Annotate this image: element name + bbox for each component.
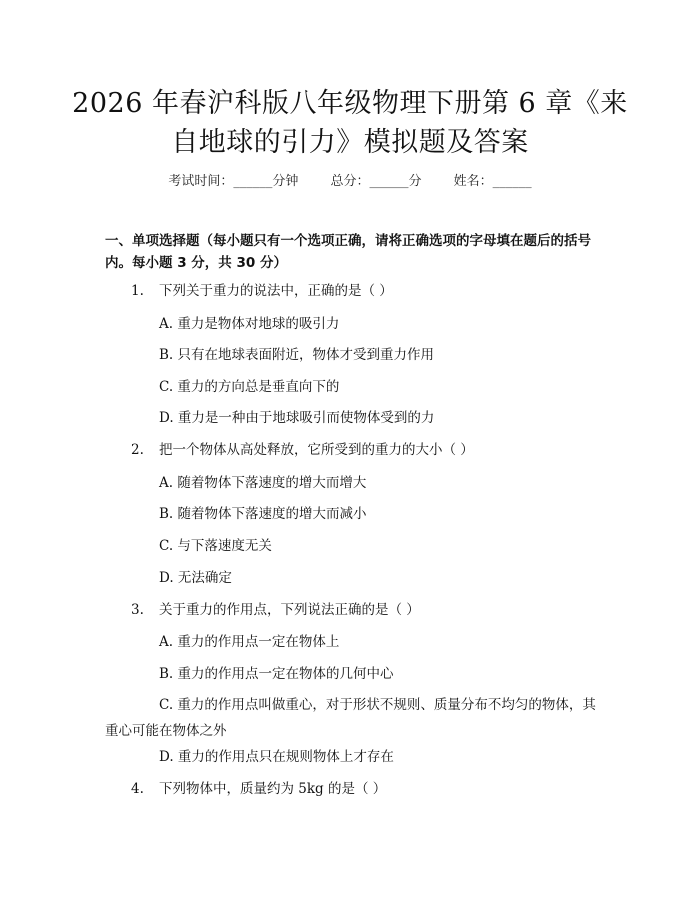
question-1 [131, 281, 393, 301]
option-1a: A. 重力是物体对地球的吸引力 [159, 316, 340, 332]
option-2a: A. 随着物体下落速度的增大而增大 [159, 475, 367, 491]
option-1b: B. 只有在地球表面附近，物体才受到重力作用 [159, 347, 435, 363]
option-1c: C. 重力的方向总是垂直向下的 [159, 379, 340, 395]
option-2d: D. 无法确定 [159, 570, 232, 586]
question-text: 下列物体中，质量约为 5kg 的是（ ） [159, 781, 387, 797]
option-1d: D. 重力是一种由于地球吸引而使物体受到的力 [159, 410, 435, 426]
exam-time-field: 考试时间：______分钟 [168, 174, 299, 189]
question-number: 2. [131, 442, 144, 458]
option-3c: C. 重力的作用点叫做重心，对于形状不规则、质量分布不均匀的物体，其重心可能在物体之外 [105, 697, 596, 739]
question-number: 1. [131, 283, 144, 299]
question-4 [131, 779, 386, 799]
document-title: 2026 年春沪科版八年级物理下册第 6 章《来自地球的引力》模拟题及答案 [72, 88, 628, 158]
question-3 [131, 600, 420, 620]
exam-meta [0, 170, 700, 189]
question-number: 4. [131, 781, 144, 797]
option-3a: A. 重力的作用点一定在物体上 [159, 634, 340, 650]
question-number: 3. [131, 602, 144, 618]
section-heading: 一、单项选择题（每小题只有一个选项正确，请将正确选项的字母填在题后的括号内。每小题 3 分，共 30 分） [105, 233, 591, 271]
option-2c: C. 与下落速度无关 [159, 538, 272, 554]
student-name-field: 姓名：______ [453, 174, 532, 189]
question-text: 下列关于重力的说法中，正确的是（ ） [159, 283, 393, 299]
option-3d: D. 重力的作用点只在规则物体上才存在 [159, 749, 394, 765]
option-3b: B. 重力的作用点一定在物体的几何中心 [159, 666, 394, 682]
question-2 [131, 440, 474, 460]
option-2b: B. 随着物体下落速度的增大而减小 [159, 506, 367, 522]
question-text: 把一个物体从高处释放，它所受到的重力的大小（ ） [159, 442, 474, 458]
question-text: 关于重力的作用点，下列说法正确的是（ ） [159, 602, 420, 618]
total-score-field: 总分：______分 [330, 174, 422, 189]
